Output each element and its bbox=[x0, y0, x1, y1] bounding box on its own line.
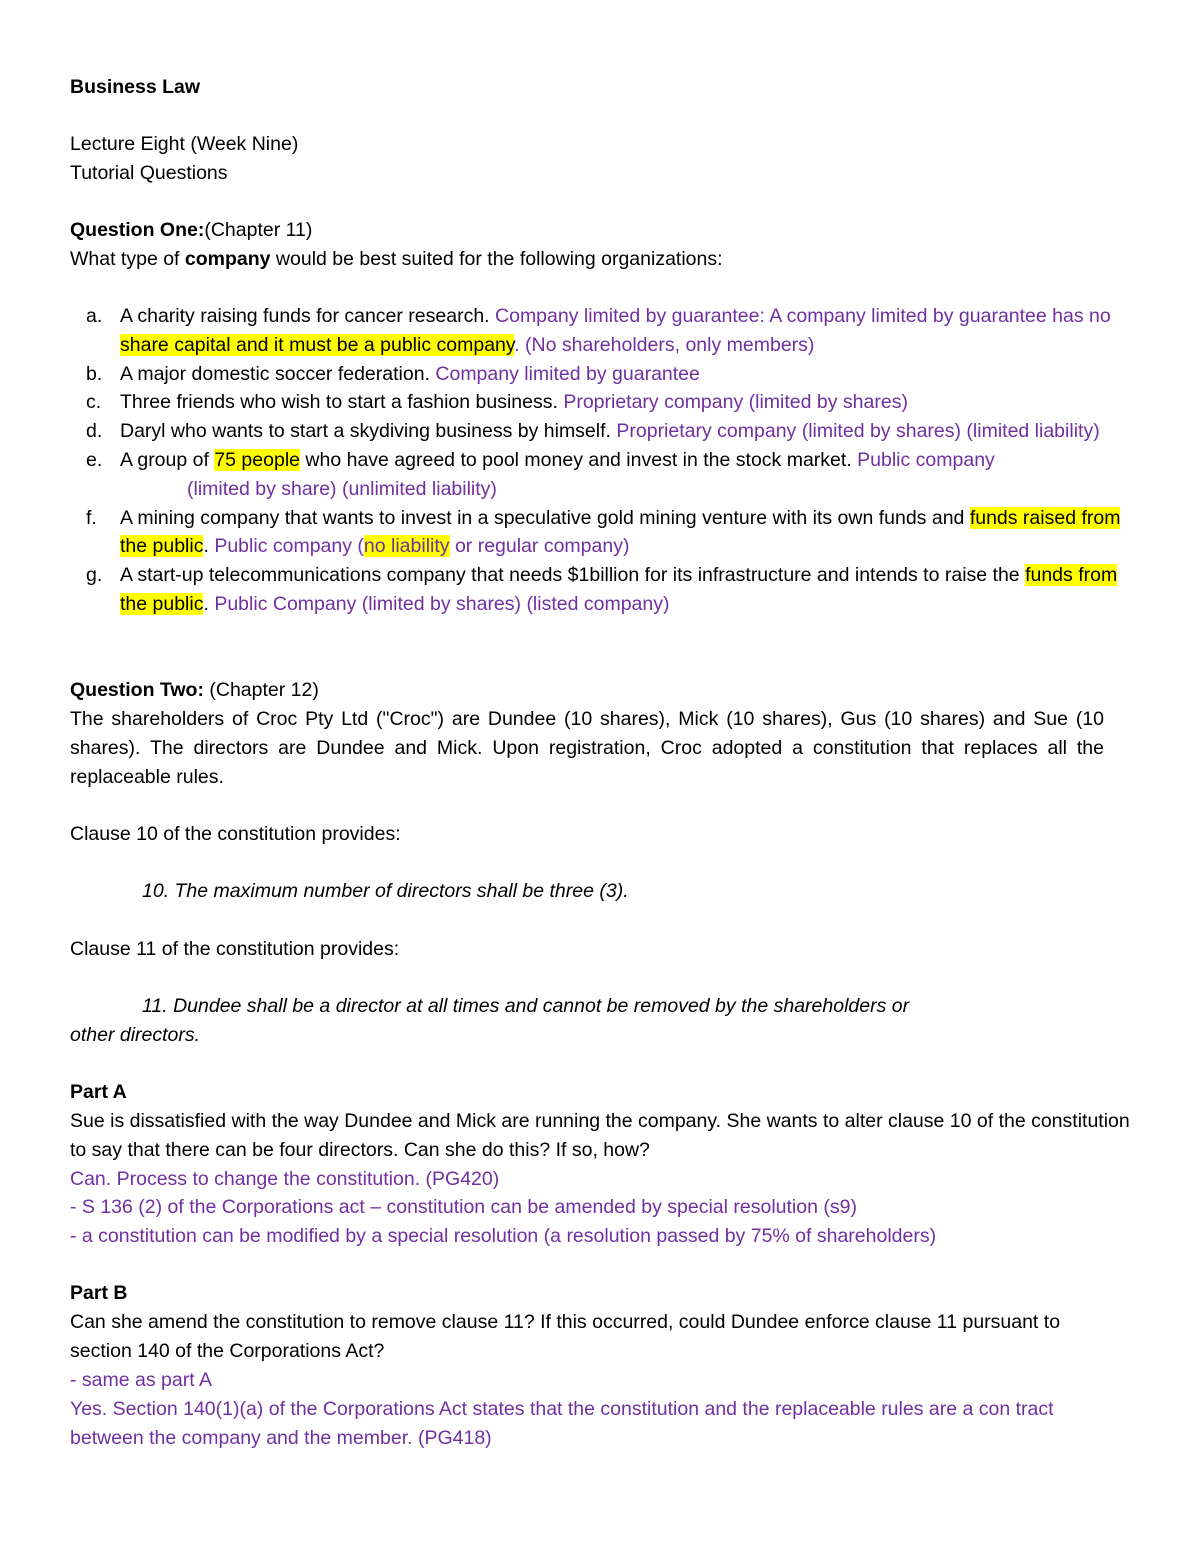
item-question: A major domestic soccer federation. bbox=[120, 362, 436, 385]
document-title bbox=[70, 73, 1130, 102]
partA-answer-2: - S 136 (2) of the Corporations act – constitution can be amended by special resolution (s9) bbox=[70, 1196, 857, 1218]
item-answer-continued: (limited by share) (unlimited liability) bbox=[187, 477, 497, 500]
clause10-text: 10. The maximum number of directors shall be three (3). bbox=[142, 880, 629, 902]
q1-heading-line bbox=[70, 216, 1130, 245]
item-highlight: funds raised from the public bbox=[120, 506, 1121, 558]
list-marker: c. bbox=[86, 391, 102, 414]
subtitle-line: Tutorial Questions bbox=[70, 162, 228, 184]
list-marker: d. bbox=[86, 420, 103, 443]
q1-prompt-post: would be best suited for the following organizations: bbox=[270, 248, 723, 270]
item-answer-highlight: no liability bbox=[363, 535, 450, 558]
item-answer-tail: . (No shareholders, only members) bbox=[514, 333, 815, 356]
partA-heading: Part A bbox=[70, 1081, 127, 1103]
clause11-text-line2: other directors. bbox=[70, 1024, 201, 1046]
item-question-tail: . bbox=[203, 592, 215, 615]
item-highlight: funds from the public bbox=[120, 564, 1118, 615]
partA-answer-3: - a constitution can be modified by a special resolution (a resolution passed by 75% of shareholders) bbox=[70, 1225, 937, 1247]
list-marker: g. bbox=[86, 564, 103, 587]
q1-prompt bbox=[70, 245, 1130, 274]
partB-heading: Part B bbox=[70, 1282, 128, 1304]
partB-answer-2: Yes. Section 140(1)(a) of the Corporations Act states that the constitution and the replaceable rules are a con tract between the company and the member. (PG418) bbox=[70, 1398, 1054, 1449]
item-question: A mining company that wants to invest in a speculative gold mining venture with its own funds and bbox=[120, 506, 970, 529]
list-marker: b. bbox=[86, 362, 103, 385]
item-answer: Company limited by guarantee bbox=[435, 362, 700, 385]
item-answer: Proprietary company (limited by shares) (limited liability) bbox=[616, 420, 1100, 443]
list-item-f bbox=[70, 504, 1132, 562]
q1-heading: Question One: bbox=[70, 219, 205, 241]
partB-question: Can she amend the constitution to remove clause 11? If this occurred, could Dundee enforce clause 11 pursuant to section 140 of the Corporations Act? bbox=[70, 1311, 1061, 1362]
item-question: A group of bbox=[120, 448, 215, 471]
item-answer: Public company bbox=[857, 448, 995, 471]
clause11-text-line1: 11. Dundee shall be a director at all times and cannot be removed by the shareholders or bbox=[142, 995, 910, 1017]
q2-heading-line bbox=[70, 676, 1130, 705]
q1-prompt-pre: What type of bbox=[70, 248, 185, 270]
lecture-line: Lecture Eight (Week Nine) bbox=[70, 133, 299, 155]
item-highlight: share capital and it must be a public company bbox=[120, 333, 515, 356]
item-question-tail: who have agreed to pool money and invest in the stock market. bbox=[300, 448, 858, 471]
list-marker: a. bbox=[86, 305, 103, 327]
q1-prompt-bold: company bbox=[184, 248, 271, 270]
partA-answer-1: Can. Process to change the constitution. (PG420) bbox=[70, 1168, 500, 1190]
clause10-intro: Clause 10 of the constitution provides: bbox=[70, 823, 401, 845]
partB-answer-1: - same as part A bbox=[70, 1369, 212, 1391]
item-highlight: 75 people bbox=[214, 448, 300, 471]
q2-chapter: (Chapter 12) bbox=[203, 679, 319, 701]
item-question-tail: . bbox=[203, 535, 215, 558]
q2-body: The shareholders of Croc Pty Ltd ("Croc") are Dundee (10 shares), Mick (10 shares), Gus (10 shares) and Sue (10 shares). The directors are Dundee and Mick. Upon registration, Croc adopted a constitution that replaces all the replaceable rules. bbox=[70, 708, 1104, 788]
item-question: A charity raising funds for cancer research. bbox=[120, 305, 496, 327]
list-marker: e. bbox=[86, 448, 103, 471]
q2-heading: Question Two: bbox=[70, 679, 204, 701]
q1-list bbox=[70, 302, 1132, 619]
item-answer-tail: or regular company) bbox=[449, 535, 630, 558]
clause11-intro: Clause 11 of the constitution provides: bbox=[70, 938, 400, 960]
list-item-d bbox=[70, 417, 1132, 446]
list-marker: f. bbox=[86, 506, 97, 529]
q1-chapter: (Chapter 11) bbox=[204, 219, 313, 241]
item-question: Daryl who wants to start a skydiving business by himself. bbox=[120, 420, 617, 443]
partA-question: Sue is dissatisfied with the way Dundee and Mick are running the company. She wants to alter clause 10 of the constitution to say that there can be four directors. Can she do this? If so, how? bbox=[70, 1110, 1130, 1161]
item-answer: Proprietary company (limited by shares) bbox=[563, 391, 908, 414]
list-item-a bbox=[70, 302, 1132, 360]
list-item-c bbox=[70, 388, 1132, 417]
title-text: Business Law bbox=[70, 76, 201, 98]
item-answer: Public company ( bbox=[214, 535, 364, 558]
item-answer: Company limited by guarantee: A company limited by guarantee has no bbox=[495, 305, 1111, 327]
list-item-e bbox=[70, 446, 1132, 504]
list-item-b bbox=[70, 360, 1132, 389]
list-item-g bbox=[70, 561, 1132, 619]
item-question: A start-up telecommunications company that needs $1billion for its infrastructure and intends to raise the bbox=[120, 564, 1026, 587]
item-question: Three friends who wish to start a fashion business. bbox=[120, 391, 564, 414]
item-answer: Public Company (limited by shares) (listed company) bbox=[214, 592, 670, 615]
